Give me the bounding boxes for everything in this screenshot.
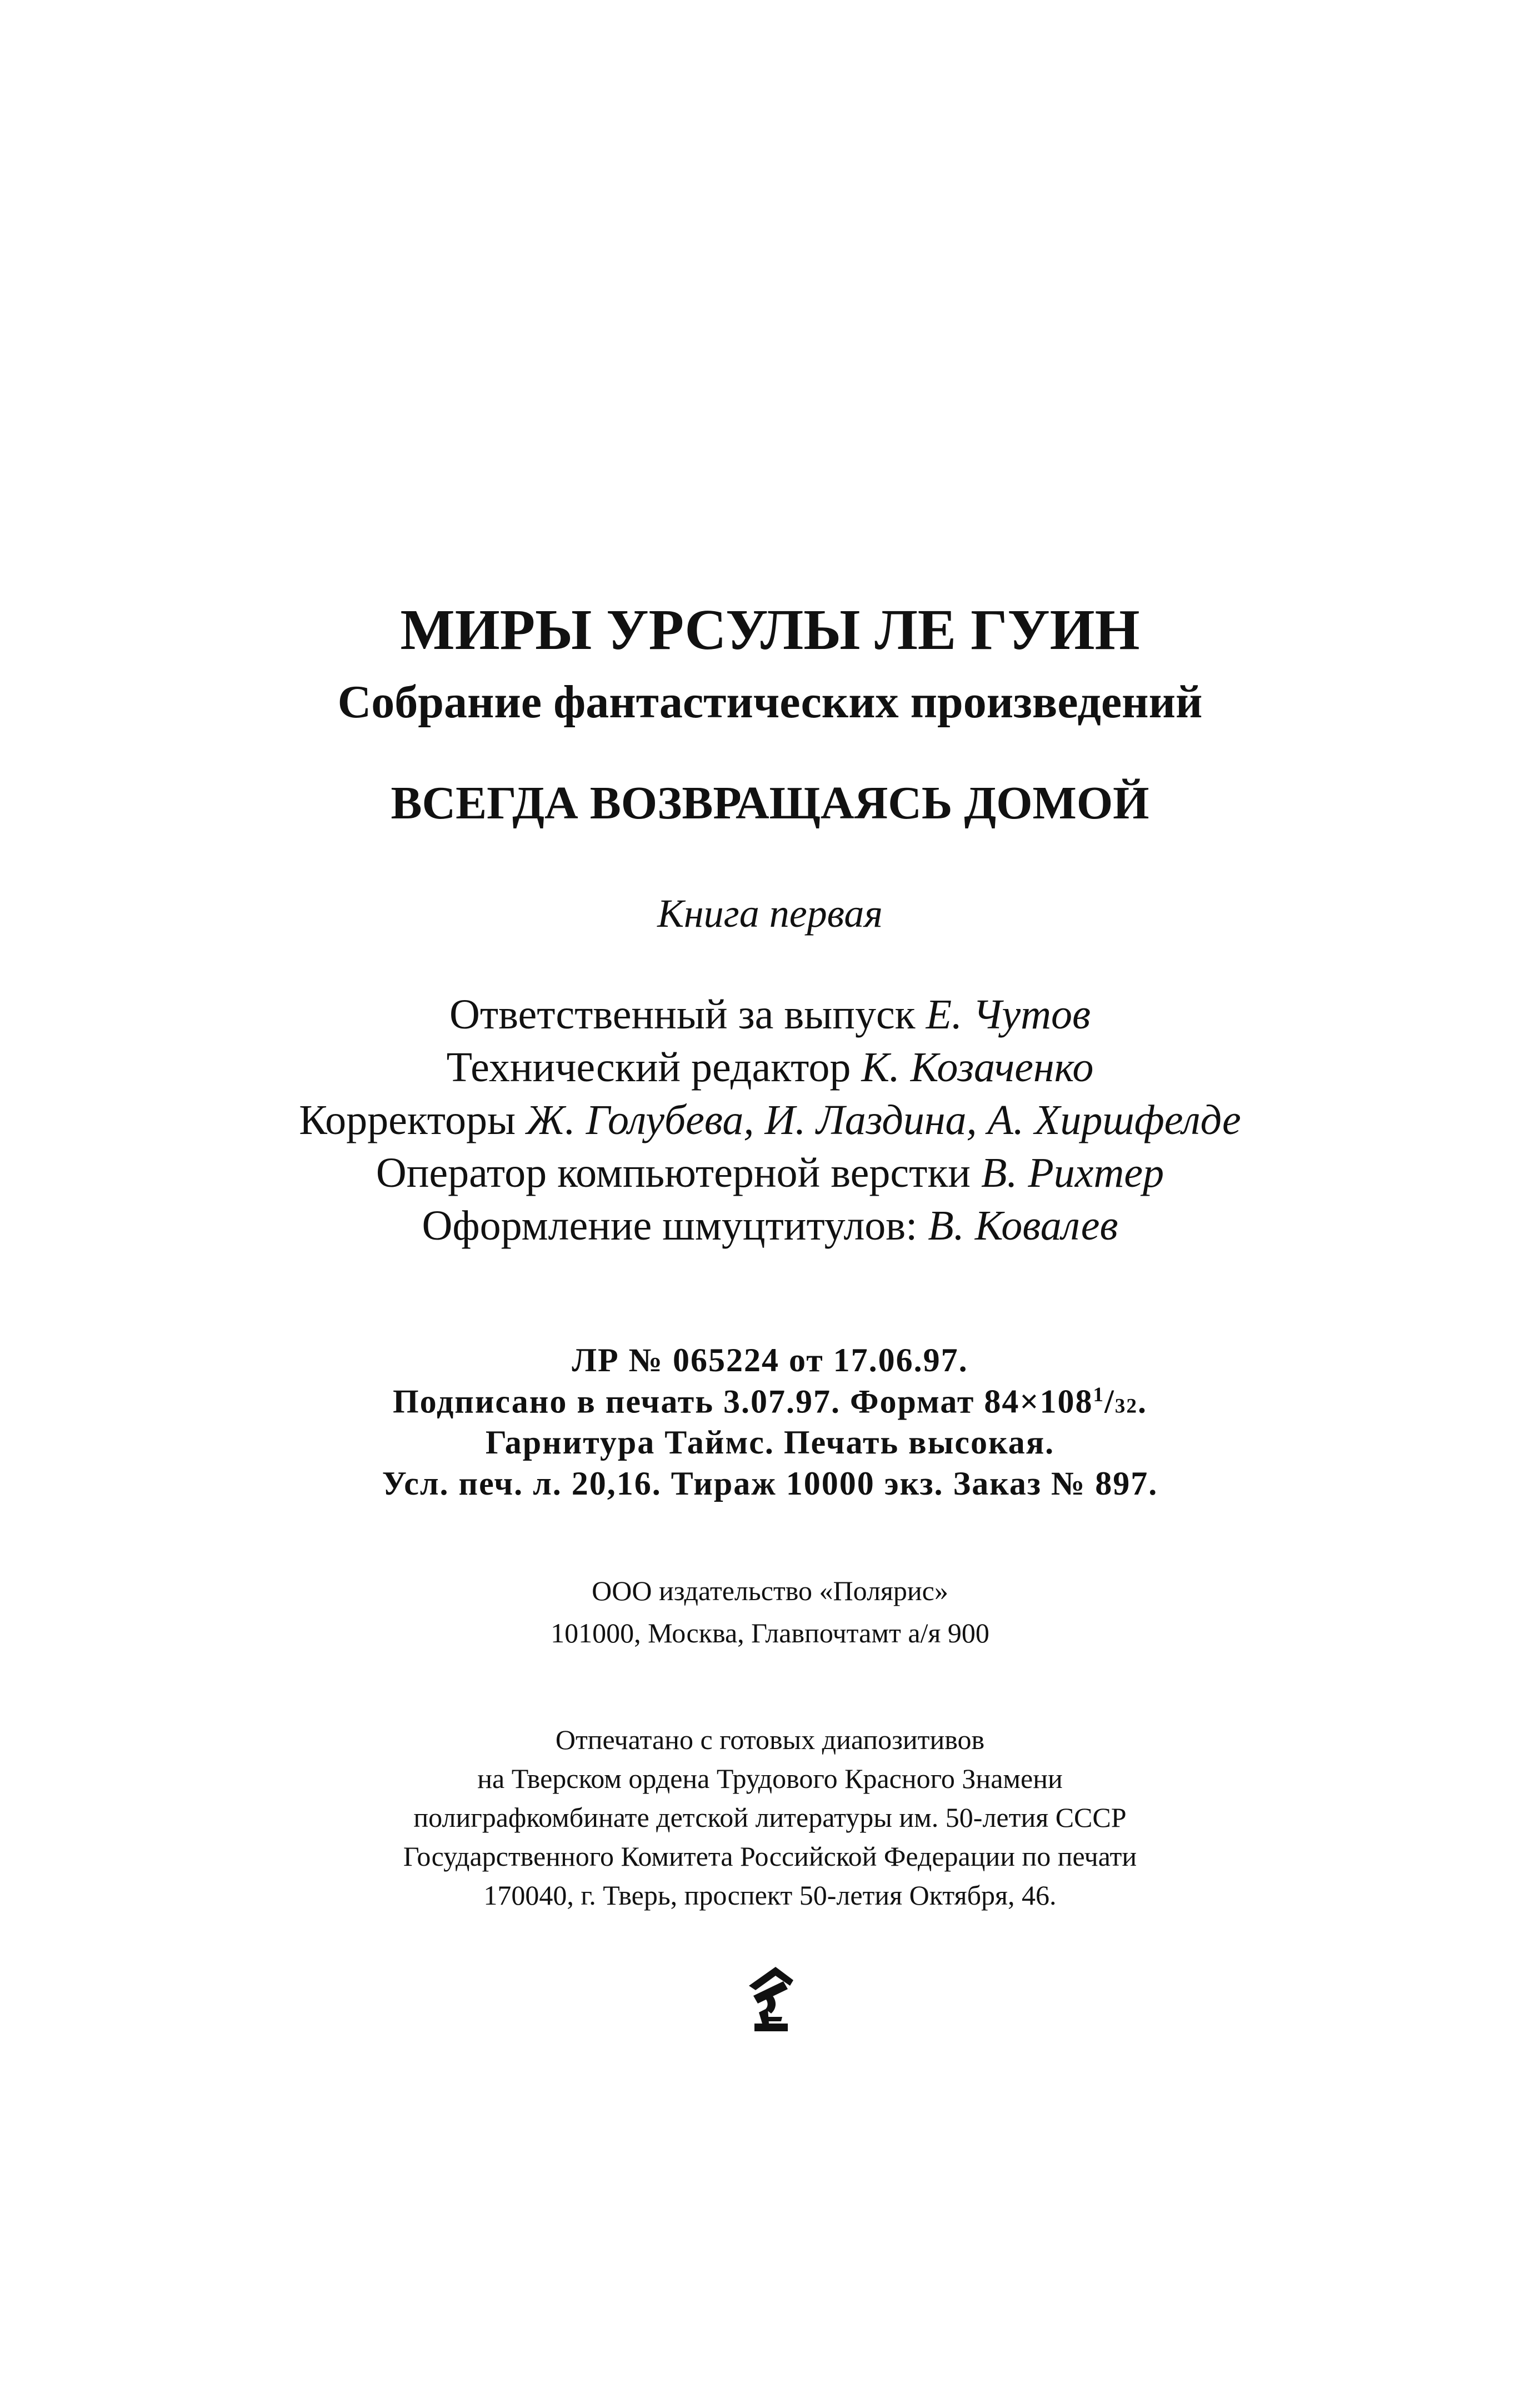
credit-role: Оператор компьютерной верстки bbox=[376, 1150, 981, 1196]
printer-line: Отпечатано с готовых диапозитивов bbox=[555, 1724, 985, 1755]
book-part: Книга первая bbox=[657, 891, 883, 936]
printer-logo-icon bbox=[742, 1961, 798, 2038]
format-numerator: 1 bbox=[1093, 1383, 1105, 1406]
publisher-name: ООО издательство «Полярис» bbox=[592, 1575, 948, 1606]
series-subtitle: Собрание фантастических произведений bbox=[337, 676, 1203, 728]
format-denominator: 32 bbox=[1114, 1395, 1138, 1418]
signed-text: Подписано в печать 3.07.97. Формат 84×108 bbox=[393, 1383, 1093, 1420]
signed-format-line bbox=[0, 1385, 1540, 1418]
publisher-address: 101000, Москва, Главпочтамт а/я 900 bbox=[551, 1617, 989, 1648]
credit-names: Е. Чутов bbox=[926, 991, 1091, 1038]
credit-role: Оформление шмуцтитулов: bbox=[422, 1202, 928, 1249]
series-title: МИРЫ УРСУЛЫ ЛЕ ГУИН bbox=[400, 598, 1140, 662]
credit-names: Ж. Голубева, И. Лаздина, А. Хиршфелде bbox=[526, 1097, 1241, 1143]
signed-suffix: . bbox=[1137, 1383, 1147, 1420]
credit-names: В. Рихтер bbox=[981, 1150, 1164, 1196]
book-title: ВСЕГДА ВОЗВРАЩАЯСЬ ДОМОЙ bbox=[391, 777, 1149, 829]
license-line: ЛР № 065224 от 17.06.97. bbox=[572, 1342, 968, 1378]
credit-line bbox=[0, 1152, 1540, 1194]
credit-line bbox=[0, 1202, 1540, 1249]
printer-line: на Тверском ордена Трудового Красного Знамени bbox=[477, 1763, 1063, 1794]
printer-line: 170040, г. Тверь, проспект 50-летия Октября, 46. bbox=[483, 1880, 1057, 1911]
credit-line bbox=[0, 1099, 1540, 1141]
volume-line: Усл. печ. л. 20,16. Тираж 10000 экз. Заказ № 897. bbox=[382, 1465, 1158, 1502]
typeface-line: Гарнитура Таймс. Печать высокая. bbox=[485, 1424, 1055, 1461]
format-slash: / bbox=[1104, 1383, 1115, 1420]
credit-names: К. Козаченко bbox=[861, 1044, 1094, 1091]
credit-role: Технический редактор bbox=[446, 1044, 862, 1091]
printer-line: полиграфкомбинате детской литературы им. 50-летия СССР bbox=[413, 1802, 1127, 1833]
credit-role: Ответственный за выпуск bbox=[449, 991, 926, 1038]
credit-role: Корректоры bbox=[299, 1097, 527, 1143]
printer-line: Государственного Комитета Российской Федерации по печати bbox=[403, 1841, 1137, 1872]
credit-names: В. Ковалев bbox=[928, 1202, 1118, 1249]
credit-line bbox=[0, 1044, 1540, 1091]
credit-line bbox=[0, 993, 1540, 1036]
